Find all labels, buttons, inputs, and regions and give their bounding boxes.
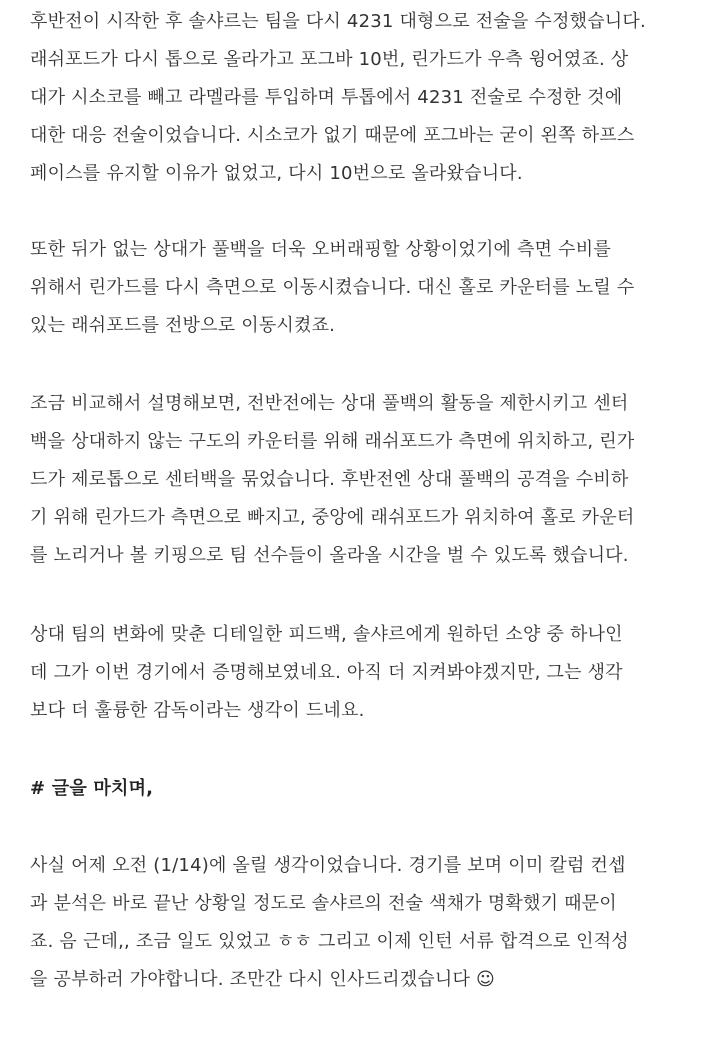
text-line: 또한 뒤가 없는 상대가 풀백을 더욱 오버래핑할 상황이었기에 측면 수비를 [30,239,611,260]
text-line: 데 그가 이번 경기에서 증명해보였네요. 아직 더 지켜봐야겠지만, 그는 생각 [30,662,623,683]
text-line: 를 노리거나 볼 키핑으로 팀 선수들이 올라올 시간을 벌 수 있도록 했습니다. [30,545,629,566]
text-line: 백을 상대하지 않는 구도의 카운터를 위해 래쉬포드가 측면에 위치하고, 린가 [30,431,635,452]
text-line: 보다 더 훌륭한 감독이라는 생각이 드네요. [30,700,365,721]
section-heading: # 글을 마치며, [30,778,154,799]
text-line: 사실 어제 오전 (1/14)에 올릴 생각이었습니다. 경기를 보며 이미 칼럼 컨셉 [30,855,626,876]
text-line: 과 분석은 바로 끝난 상황일 정도로 솔샤르의 전술 색채가 명확했기 때문이 [30,893,617,914]
text-line: 죠. 음 근데,, 조금 일도 있었고 ㅎㅎ 그리고 이제 인턴 서류 합격으로 인적성 [30,931,629,952]
text-line: 을 공부하러 가야합니다. 조만간 다시 인사드리겠습니다 ☺ [30,969,495,990]
text-line: 위해서 린가드를 다시 측면으로 이동시켰습니다. 대신 홀로 카운터를 노릴 수 [30,277,635,298]
text-line: 대가 시소코를 빼고 라멜라를 투입하며 투톱에서 4231 전술로 수정한 것에 [30,87,623,108]
text-line: 있는 래쉬포드를 전방으로 이동시켰죠. [30,315,336,336]
text-line: 상대 팀의 변화에 맞춘 디테일한 피드백, 솔샤르에게 원하던 소양 중 하나인 [30,624,623,645]
text-line: 드가 제로톱으로 센터백을 묶었습니다. 후반전엔 상대 풀백의 공격을 수비하 [30,469,629,490]
text-line: 조금 비교해서 설명해보면, 전반전에는 상대 풀백의 활동을 제한시키고 센터 [30,393,629,414]
text-line: 기 위해 린가드가 측면으로 빠지고, 중앙에 래쉬포드가 위치하여 홀로 카운터 [30,507,635,528]
text-line: 대한 대응 전술이었습니다. 시소코가 없기 때문에 포그바는 굳이 왼쪽 하프스 [30,125,635,146]
text-line: 페이스를 유지할 이유가 없었고, 다시 10번으로 올라왔습니다. [30,163,523,184]
text-line: 래쉬포드가 다시 톱으로 올라가고 포그바 10번, 린가드가 우측 윙어였죠. 상 [30,49,629,70]
text-line: 후반전이 시작한 후 솔샤르는 팀을 다시 4231 대형으로 전술을 수정했습니다. [30,11,646,32]
